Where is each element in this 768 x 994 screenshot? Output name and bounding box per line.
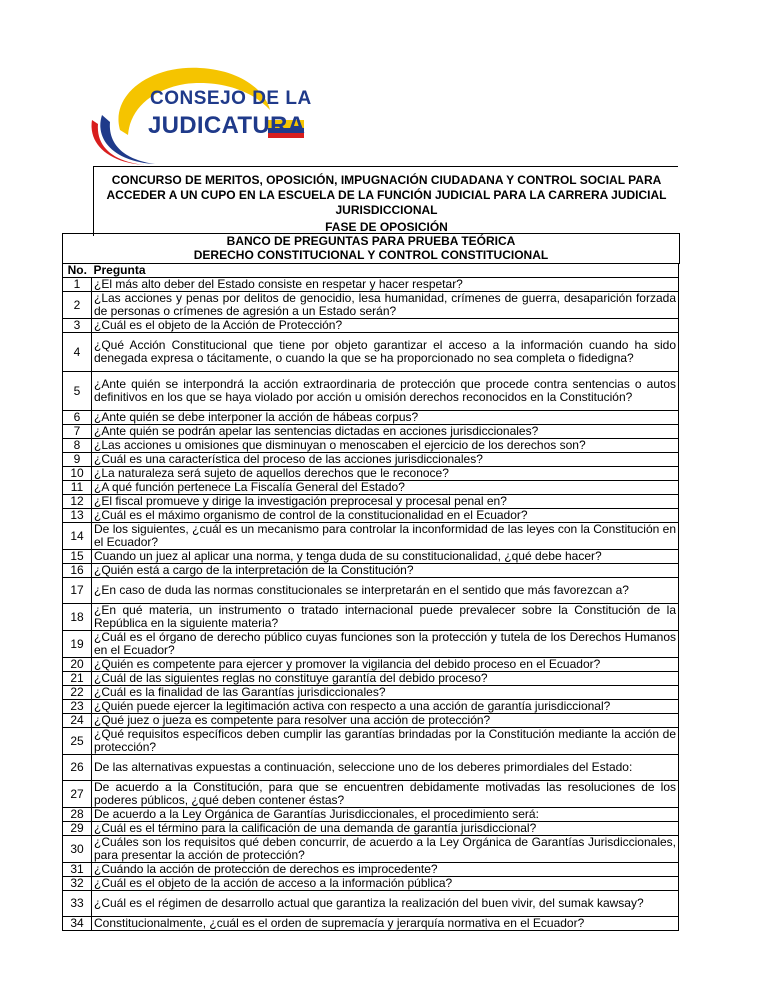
header-divider bbox=[93, 166, 678, 167]
question-number: 19 bbox=[63, 631, 92, 658]
question-number: 27 bbox=[63, 781, 92, 808]
table-row bbox=[63, 808, 679, 822]
logo-red-arc bbox=[92, 120, 145, 165]
question-text: De las alternativas expuestas a continuación, seleccione uno de los deberes primordiales del Estado: bbox=[92, 755, 679, 781]
question-number: 20 bbox=[63, 658, 92, 672]
question-text: ¿Las acciones u omisiones que disminuyan o menoscaben el ejercicio de los derechos son? bbox=[92, 439, 679, 453]
question-number: 8 bbox=[63, 439, 92, 453]
table-row bbox=[63, 578, 679, 604]
question-text: ¿El más alto deber del Estado consiste en respetar y hacer respetar? bbox=[92, 278, 679, 292]
question-number: 33 bbox=[63, 891, 92, 917]
question-text: ¿Cuál es la finalidad de las Garantías jurisdiccionales? bbox=[92, 686, 679, 700]
table-row bbox=[63, 550, 679, 564]
question-text: ¿Ante quién se debe interponer la acción de hábeas corpus? bbox=[92, 411, 679, 425]
col-question-header: Pregunta bbox=[92, 264, 679, 278]
table-row bbox=[63, 863, 679, 877]
question-number: 4 bbox=[63, 333, 92, 372]
table-row bbox=[63, 822, 679, 836]
question-number: 31 bbox=[63, 863, 92, 877]
question-text: De acuerdo a la Ley Orgánica de Garantías Jurisdiccionales, el procedimiento será: bbox=[92, 808, 679, 822]
questions-table bbox=[62, 263, 679, 931]
table-row bbox=[63, 509, 679, 523]
question-text: Constitucionalmente, ¿cuál es el orden de supremacía y jerarquía normativa en el Ecuador? bbox=[92, 917, 679, 931]
question-number: 9 bbox=[63, 453, 92, 467]
question-number: 12 bbox=[63, 495, 92, 509]
question-text: Cuando un juez al aplicar una norma, y tenga duda de su constitucionalidad, ¿qué debe hacer? bbox=[92, 550, 679, 564]
table-row bbox=[63, 333, 679, 372]
question-number: 11 bbox=[63, 481, 92, 495]
question-number: 18 bbox=[63, 604, 92, 631]
question-text: ¿Cuáles son los requisitos qué deben concurrir, de acuerdo a la Ley Orgánica de Garantías Jurisdiccionales, para presentar la acción de protección? bbox=[92, 836, 679, 863]
question-text: ¿Cuál es el término para la calificación de una demanda de garantía jurisdiccional? bbox=[92, 822, 679, 836]
logo-line1: CONSEJO DE LA bbox=[150, 88, 312, 109]
table-header-row bbox=[63, 264, 679, 278]
question-number: 1 bbox=[63, 278, 92, 292]
table-row bbox=[63, 686, 679, 700]
question-number: 22 bbox=[63, 686, 92, 700]
question-text: ¿La naturaleza será sujeto de aquellos derechos que le reconoce? bbox=[92, 467, 679, 481]
table-row bbox=[63, 411, 679, 425]
question-number: 10 bbox=[63, 467, 92, 481]
table-row bbox=[63, 278, 679, 292]
question-text: ¿Ante quién se podrán apelar las sentencias dictadas en acciones jurisdiccionales? bbox=[92, 425, 679, 439]
col-no-header: No. bbox=[63, 264, 92, 278]
question-number: 30 bbox=[63, 836, 92, 863]
question-text: ¿Cuál es el objeto de la acción de acceso a la información pública? bbox=[92, 877, 679, 891]
table-row bbox=[63, 755, 679, 781]
question-text: ¿Ante quién se interpondrá la acción extraordinaria de protección que procede contra sentencias o autos definitivos en los que se haya violado por acción u omisión derechos reconocidos en la Constitución? bbox=[92, 372, 679, 411]
table-row bbox=[63, 453, 679, 467]
question-text: ¿Quién está a cargo de la interpretación de la Constitución? bbox=[92, 564, 679, 578]
question-text: ¿Cuándo la acción de protección de derechos es improcedente? bbox=[92, 863, 679, 877]
table-row bbox=[63, 781, 679, 808]
table-row bbox=[63, 877, 679, 891]
header-left-rule bbox=[93, 166, 94, 236]
question-text: ¿Cuál es una característica del proceso de las acciones jurisdiccionales? bbox=[92, 453, 679, 467]
question-number: 24 bbox=[63, 714, 92, 728]
question-number: 26 bbox=[63, 755, 92, 781]
table-row bbox=[63, 564, 679, 578]
table-row bbox=[63, 481, 679, 495]
table-row bbox=[63, 467, 679, 481]
question-number: 21 bbox=[63, 672, 92, 686]
question-text: De los siguientes, ¿cuál es un mecanismo para controlar la inconformidad de las leyes con la Constitución en el Ecuador? bbox=[92, 523, 679, 550]
question-number: 17 bbox=[63, 578, 92, 604]
question-text: ¿Cuál de las siguientes reglas no constituye garantía del debido proceso? bbox=[92, 672, 679, 686]
table-row bbox=[63, 439, 679, 453]
question-number: 5 bbox=[63, 372, 92, 411]
table-row bbox=[63, 292, 679, 319]
table-row bbox=[63, 372, 679, 411]
question-number: 6 bbox=[63, 411, 92, 425]
question-number: 15 bbox=[63, 550, 92, 564]
question-text: ¿Cuál es el régimen de desarrollo actual que garantiza la realización del buen vivir, del sumak kawsay? bbox=[92, 891, 679, 917]
question-text: ¿En caso de duda las normas constitucionales se interpretarán en el sentido que más favorezcan a? bbox=[92, 578, 679, 604]
table-row bbox=[63, 319, 679, 333]
question-number: 25 bbox=[63, 728, 92, 755]
table-row bbox=[63, 631, 679, 658]
table-row bbox=[63, 672, 679, 686]
table-row bbox=[63, 425, 679, 439]
question-number: 2 bbox=[63, 292, 92, 319]
bank-header-box bbox=[62, 233, 680, 264]
table-row bbox=[63, 523, 679, 550]
table-row bbox=[63, 728, 679, 755]
question-text: ¿Quién puede ejercer la legitimación activa con respecto a una acción de garantía jurisdiccional? bbox=[92, 700, 679, 714]
table-row bbox=[63, 836, 679, 863]
table-row bbox=[63, 917, 679, 931]
phase-title: FASE DE OPOSICIÓN bbox=[325, 220, 448, 234]
table-row bbox=[63, 495, 679, 509]
table-row bbox=[63, 891, 679, 917]
question-number: 7 bbox=[63, 425, 92, 439]
table-row bbox=[63, 604, 679, 631]
question-number: 13 bbox=[63, 509, 92, 523]
question-number: 32 bbox=[63, 877, 92, 891]
table-row bbox=[63, 714, 679, 728]
contest-title: CONCURSO DE MERITOS, OPOSICIÓN, IMPUGNACIÓN CIUDADANA Y CONTROL SOCIAL PARA ACCEDER A UN CUPO EN LA ESCUELA DE LA FUNCIÓN JUDICIAL PARA LA CARRERA JUDICIAL JURISDICCIONAL bbox=[106, 173, 667, 217]
question-text: ¿Quién es competente para ejercer y promover la vigilancia del debido proceso en el Ecuador? bbox=[92, 658, 679, 672]
question-number: 3 bbox=[63, 319, 92, 333]
logo-line2: JUDICATURA bbox=[148, 112, 306, 139]
table-row bbox=[63, 700, 679, 714]
question-text: ¿Cuál es el objeto de la Acción de Protección? bbox=[92, 319, 679, 333]
question-text: ¿A qué función pertenece La Fiscalía General del Estado? bbox=[92, 481, 679, 495]
table-row bbox=[63, 658, 679, 672]
question-text: ¿El fiscal promueve y dirige la investigación preprocesal y procesal penal en? bbox=[92, 495, 679, 509]
question-text: De acuerdo a la Constitución, para que se encuentren debidamente motivadas las resoluciones de los poderes públicos, ¿qué deben contener éstas? bbox=[92, 781, 679, 808]
question-number: 16 bbox=[63, 564, 92, 578]
question-text: ¿Qué Acción Constitucional que tiene por objeto garantizar el acceso a la información cuando ha sido denegada expresa o tácitamente, o cuando la que se ha proporcionado no sea completa o fidedigna? bbox=[92, 333, 679, 372]
question-text: ¿Qué requisitos específicos deben cumplir las garantías brindadas por la Constitución mediante la acción de protección? bbox=[92, 728, 679, 755]
question-text: ¿En qué materia, un instrumento o tratado internacional puede prevalecer sobre la Constitución de la República en la siguiente materia? bbox=[92, 604, 679, 631]
question-text: ¿Cuál es el órgano de derecho público cuyas funciones son la protección y tutela de los Derechos Humanos en el Ecuador? bbox=[92, 631, 679, 658]
question-text: ¿Qué juez o jueza es competente para resolver una acción de protección? bbox=[92, 714, 679, 728]
question-number: 34 bbox=[63, 917, 92, 931]
question-text: ¿Las acciones y penas por delitos de genocidio, lesa humanidad, crímenes de guerra, desaparición forzada de personas o crímenes de agresión a un Estado serán? bbox=[92, 292, 679, 319]
question-number: 14 bbox=[63, 523, 92, 550]
question-number: 28 bbox=[63, 808, 92, 822]
bank-title: BANCO DE PREGUNTAS PARA PRUEBA TEÓRICA bbox=[226, 234, 516, 248]
question-text: ¿Cuál es el máximo organismo de control de la constitucionalidad en el Ecuador? bbox=[92, 509, 679, 523]
question-number: 23 bbox=[63, 700, 92, 714]
question-number: 29 bbox=[63, 822, 92, 836]
subject-title: DERECHO CONSTITUCIONAL Y CONTROL CONSTITUCIONAL bbox=[193, 248, 549, 262]
